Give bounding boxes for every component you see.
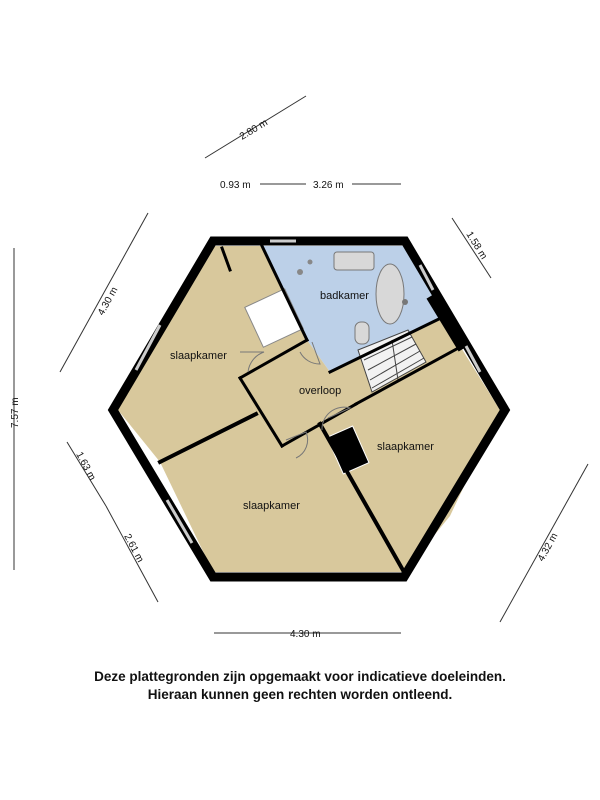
bathroom-sink (334, 252, 374, 270)
dim-label-top-right: 3.26 m (313, 180, 344, 191)
bathtub (376, 264, 404, 324)
dim-label-top-left-small: 0.93 m (220, 180, 251, 191)
dim-label-left-height: 7.57 m (10, 397, 21, 428)
bathtub-drain (402, 299, 408, 305)
dim-line-left-upper-diagonal (60, 213, 148, 372)
dim-label-left-lower-diagonal: 2.61 m (121, 532, 146, 565)
toilet (355, 322, 369, 344)
dim-label-bottom: 4.30 m (290, 629, 321, 640)
dim-label-top-diagonal: 2.80 m (237, 117, 270, 143)
shower-head (297, 269, 303, 275)
room-label-bathroom: badkamer (320, 290, 369, 302)
dim-label-right-lower-diagonal: 4.32 m (536, 531, 561, 564)
room-fills (118, 246, 500, 572)
room-label-bedroom-right: slaapkamer (377, 441, 434, 453)
room-label-bedroom-bottom: slaapkamer (243, 500, 300, 512)
disclaimer-line-1: Deze plattegronden zijn opgemaakt voor indicatieve doeleinden. (94, 669, 506, 684)
shower-valve (308, 260, 313, 265)
room-label-landing: overloop (299, 385, 342, 397)
room-label-bedroom-left: slaapkamer (170, 350, 227, 362)
dim-label-right-upper-small: 1.58 m (463, 229, 489, 262)
dim-label-left-lower-small: 1.63 m (73, 450, 98, 483)
disclaimer-line-2: Hieraan kunnen geen rechten worden ontleend. (147, 687, 453, 702)
dim-label-left-upper-diagonal: 4.30 m (96, 285, 121, 318)
